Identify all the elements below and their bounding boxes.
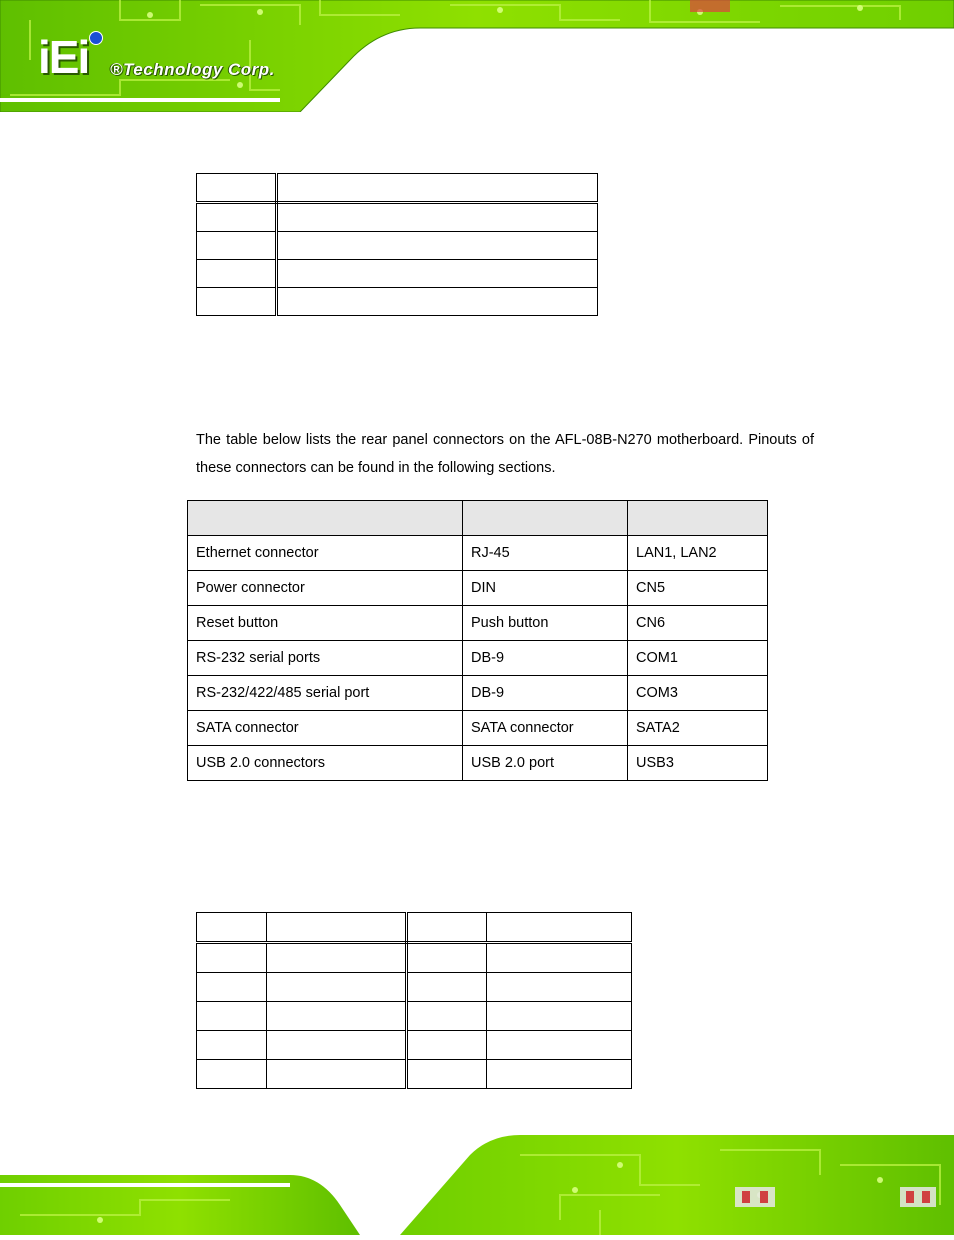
table-row	[188, 536, 768, 571]
table-cell	[267, 943, 407, 973]
intro-paragraph: The table below lists the rear panel connectors on the AFL-08B-N270 motherboard. Pinouts of these connectors can be found in the following sections.	[196, 432, 814, 476]
table-cell	[487, 1002, 632, 1031]
table-cell	[487, 943, 632, 973]
table-cell	[277, 174, 598, 203]
table-row	[197, 1002, 632, 1031]
connector-cell: RS-232/422/485 serial port	[188, 676, 463, 711]
table-row	[197, 260, 598, 288]
table-row	[197, 288, 598, 316]
table-cell	[407, 1002, 487, 1031]
type-cell: RJ-45	[463, 536, 628, 571]
table-cell	[267, 1031, 407, 1060]
table-cell	[407, 913, 487, 943]
type-cell: Push button	[463, 606, 628, 641]
table-cell	[277, 232, 598, 260]
pcb-footer-graphic	[0, 1125, 954, 1235]
table-cell	[197, 913, 267, 943]
pinout-table-top	[196, 173, 598, 316]
table-row	[188, 676, 768, 711]
table-cell	[407, 1060, 487, 1089]
table-cell	[407, 943, 487, 973]
table-row	[188, 571, 768, 606]
logo-dot-icon	[89, 31, 103, 45]
footer-banner	[0, 1125, 954, 1235]
header-cell	[463, 501, 628, 536]
table-cell	[277, 260, 598, 288]
connector-cell: USB 2.0 connectors	[188, 746, 463, 781]
label-cell: CN5	[628, 571, 768, 606]
table-row	[197, 232, 598, 260]
table-cell	[197, 943, 267, 973]
table-cell	[407, 1031, 487, 1060]
table-cell	[277, 288, 598, 316]
table-cell	[487, 973, 632, 1002]
table-cell	[197, 1002, 267, 1031]
label-cell: SATA2	[628, 711, 768, 746]
table-row	[197, 203, 598, 232]
label-cell: COM3	[628, 676, 768, 711]
connector-cell: Power connector	[188, 571, 463, 606]
label-cell: COM1	[628, 641, 768, 676]
table-cell	[197, 1060, 267, 1089]
table-cell	[197, 1031, 267, 1060]
table-cell	[197, 973, 267, 1002]
table-cell	[407, 973, 487, 1002]
header-cell	[628, 501, 768, 536]
table-row	[197, 943, 632, 973]
connector-cell: Reset button	[188, 606, 463, 641]
company-name: ®Technology Corp.	[110, 60, 275, 79]
connector-cell: SATA connector	[188, 711, 463, 746]
company-logo: iEi	[38, 31, 89, 83]
label-cell: LAN1, LAN2	[628, 536, 768, 571]
table-row	[188, 746, 768, 781]
table-cell	[267, 913, 407, 943]
table-cell	[197, 260, 277, 288]
type-cell: DB-9	[463, 641, 628, 676]
table-row	[188, 711, 768, 746]
table-cell	[487, 1031, 632, 1060]
table-row	[197, 1031, 632, 1060]
table-cell	[487, 1060, 632, 1089]
table-row	[197, 913, 632, 943]
table-cell	[277, 203, 598, 232]
type-cell: USB 2.0 port	[463, 746, 628, 781]
header-banner	[0, 0, 954, 112]
type-cell: DIN	[463, 571, 628, 606]
table-row	[188, 641, 768, 676]
type-cell: DB-9	[463, 676, 628, 711]
table-header-row	[188, 501, 768, 536]
table-cell	[197, 288, 277, 316]
rear-panel-connector-table	[187, 500, 768, 781]
pinout-table-bottom	[196, 912, 632, 1089]
table-cell	[267, 1060, 407, 1089]
table-row	[197, 1060, 632, 1089]
table-cell	[487, 913, 632, 943]
table-cell	[267, 1002, 407, 1031]
connector-cell: RS-232 serial ports	[188, 641, 463, 676]
table-row	[197, 973, 632, 1002]
table-cell	[197, 232, 277, 260]
pcb-header-graphic	[0, 0, 954, 112]
table-cell	[267, 973, 407, 1002]
connector-cell: Ethernet connector	[188, 536, 463, 571]
type-cell: SATA connector	[463, 711, 628, 746]
header-cell	[188, 501, 463, 536]
label-cell: CN6	[628, 606, 768, 641]
table-row	[197, 174, 598, 203]
label-cell: USB3	[628, 746, 768, 781]
table-row	[188, 606, 768, 641]
table-cell	[197, 203, 277, 232]
table-cell	[197, 174, 277, 203]
